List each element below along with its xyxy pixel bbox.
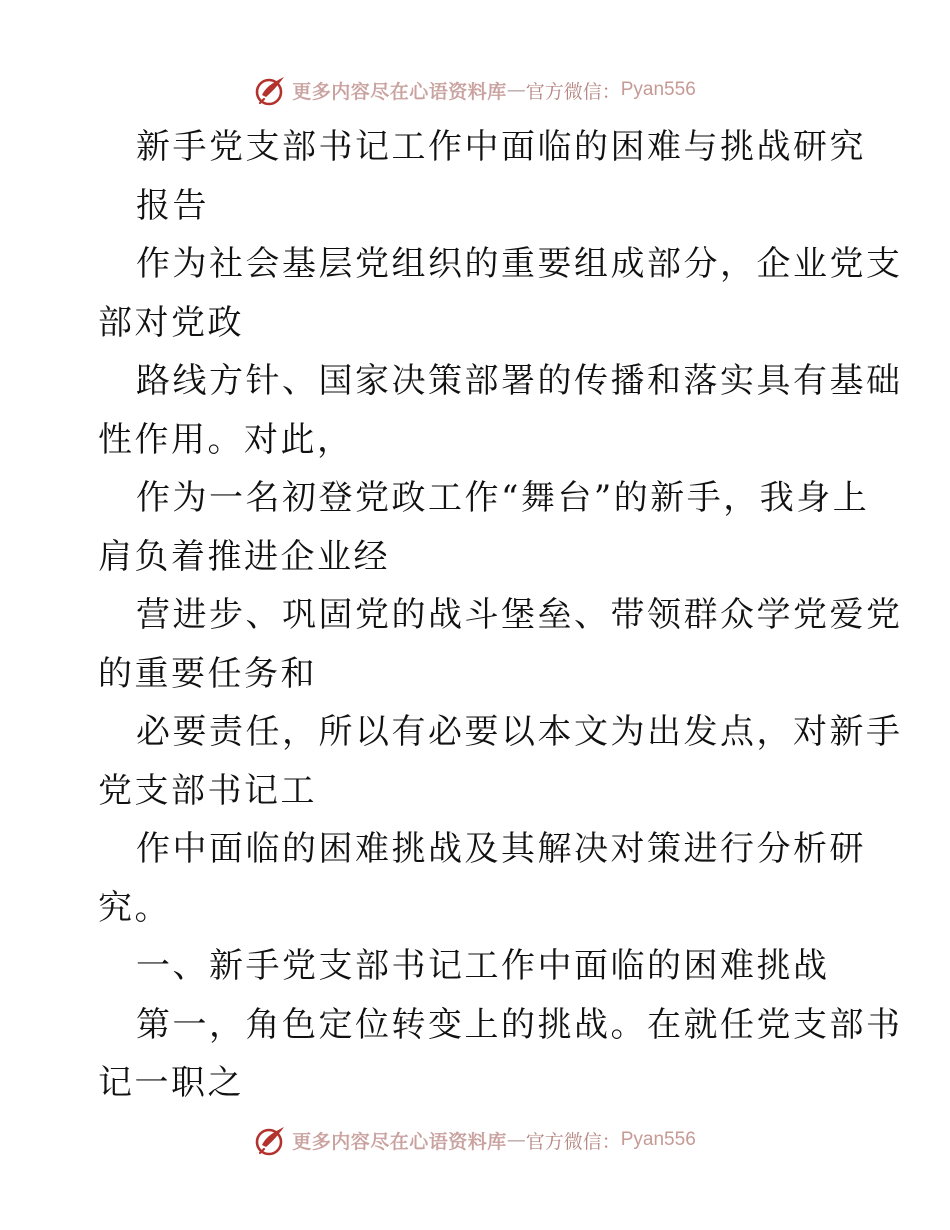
section-heading: 一、新手党支部书记工作中面临的困难挑战 [136, 946, 830, 986]
paragraph-line: 作中面临的困难挑战及其解决对策进行分析研 [136, 829, 866, 869]
paragraph-line: 作为社会基层党组织的重要组成部分，企业党支 [136, 244, 903, 284]
banner-wechat-label: 官方微信： [525, 80, 621, 103]
paragraph-line: 记一职之 [98, 1063, 244, 1103]
paragraph-line: 第一，角色定位转变上的挑战。在就任党支部书 [136, 1004, 903, 1045]
paragraph-line: 部对党政 [98, 302, 244, 343]
doc-title-line-1: 新手党支部书记工作中面临的困难与挑战研究 [136, 127, 866, 167]
banner-dash: — [506, 1129, 526, 1151]
header-banner [0, 70, 950, 110]
banner-wechat-id: Pyan556 [620, 79, 696, 100]
document-body [98, 118, 903, 1113]
pen-logo-icon [254, 1123, 288, 1157]
banner-lead-text: 更多内容尽在心语资料库 [292, 1130, 507, 1153]
paragraph-line: 肩负着推进企业经 [98, 536, 390, 577]
banner-wechat-label: 官方微信： [525, 1130, 621, 1153]
paragraph-line: 必要责任，所以有必要以本文为出发点，对新手 [136, 712, 903, 752]
paragraph-line: 路线方针、国家决策部署的传播和落实具有基础 [136, 361, 903, 401]
paragraph-line: 党支部书记工 [98, 770, 317, 811]
footer-banner [0, 1120, 950, 1160]
paragraph-line: 的重要任务和 [98, 653, 317, 694]
pen-logo-icon [254, 73, 288, 107]
paragraph-line: 性作用。对此， [98, 419, 354, 460]
doc-title-line-2: 报告 [136, 185, 209, 226]
paragraph-line: 作为一名初登党政工作“舞台”的新手，我身上 [136, 478, 870, 518]
paragraph-line: 究。 [98, 887, 171, 928]
banner-wechat-id: Pyan556 [620, 1129, 696, 1150]
banner-dash: — [506, 79, 526, 101]
paragraph-line: 营进步、巩固党的战斗堡垒、带领群众学党爱党 [136, 595, 903, 635]
banner-lead-text: 更多内容尽在心语资料库 [292, 80, 507, 103]
